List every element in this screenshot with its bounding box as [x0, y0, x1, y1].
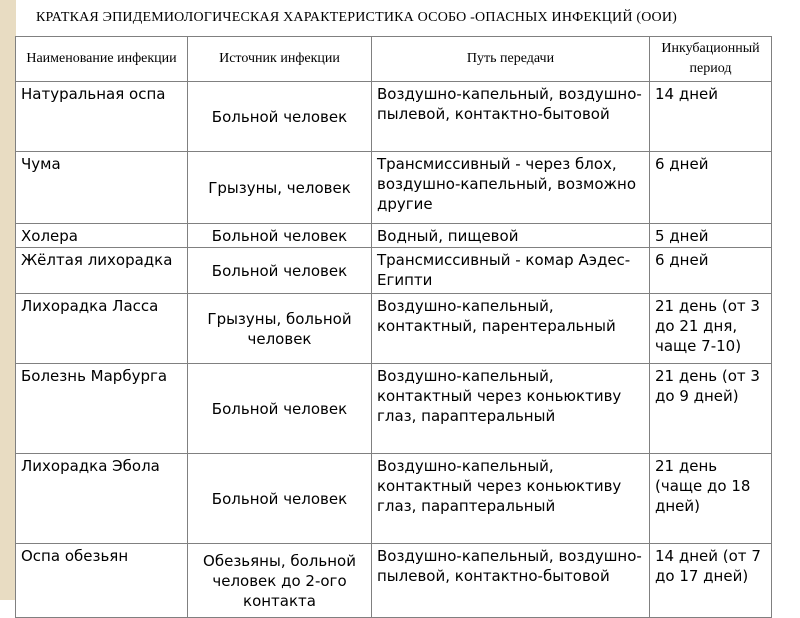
cell-source: Больной человек	[188, 224, 372, 248]
cell-name: Лихорадка Эбола	[16, 454, 188, 544]
cell-source: Грызуны, больной человек	[188, 294, 372, 364]
table-header-row	[16, 37, 772, 82]
cell-name: Жёлтая лихорадка	[16, 248, 188, 294]
left-decorative-strip	[0, 0, 16, 600]
cell-name: Оспа обезьян	[16, 544, 188, 618]
cell-route: Воздушно-капельный, контактный, парентеральный	[372, 294, 650, 364]
page-title: КРАТКАЯ ЭПИДЕМИОЛОГИЧЕСКАЯ ХАРАКТЕРИСТИКА ОСОБО -ОПАСНЫХ ИНФЕКЦИЙ (ООИ)	[36, 10, 677, 25]
cell-route: Водный, пищевой	[372, 224, 650, 248]
cell-route: Воздушно-капельный, воздушно-пылевой, контактно-бытовой	[372, 544, 650, 618]
header-incubation: Инкубационный период	[650, 37, 772, 82]
cell-incubation: 14 дней (от 7 до 17 дней)	[650, 544, 772, 618]
cell-incubation: 5 дней	[650, 224, 772, 248]
table-row	[16, 294, 772, 364]
cell-source: Обезьяны, больной человек до 2-ого контакта	[188, 544, 372, 618]
cell-route: Трансмиссивный - через блох, воздушно-капельный, возможно другие	[372, 152, 650, 224]
header-name: Наименование инфекции	[16, 37, 188, 82]
cell-source: Грызуны, человек	[188, 152, 372, 224]
cell-incubation: 21 день (от 3 до 21 дня, чаще 7-10)	[650, 294, 772, 364]
table-row	[16, 224, 772, 248]
header-source: Источник инфекции	[188, 37, 372, 82]
cell-route: Воздушно-капельный, воздушно-пылевой, контактно-бытовой	[372, 82, 650, 152]
table-row	[16, 152, 772, 224]
cell-source: Больной человек	[188, 454, 372, 544]
table-row	[16, 544, 772, 618]
cell-name: Болезнь Марбурга	[16, 364, 188, 454]
table-row	[16, 454, 772, 544]
cell-incubation: 6 дней	[650, 152, 772, 224]
cell-route: Трансмиссивный - комар Аэдес-Египти	[372, 248, 650, 294]
cell-source: Больной человек	[188, 364, 372, 454]
cell-incubation: 21 день (чаще до 18 дней)	[650, 454, 772, 544]
cell-route: Воздушно-капельный, контактный через коньюктиву глаз, парaптеральный	[372, 364, 650, 454]
cell-incubation: 14 дней	[650, 82, 772, 152]
cell-route: Воздушно-капельный, контактный через коньюктиву глаз, парaптеральный	[372, 454, 650, 544]
cell-source: Больной человек	[188, 248, 372, 294]
cell-incubation: 6 дней	[650, 248, 772, 294]
cell-name: Натуральная оспа	[16, 82, 188, 152]
cell-name: Холера	[16, 224, 188, 248]
table-row	[16, 82, 772, 152]
table-row	[16, 248, 772, 294]
cell-name: Чума	[16, 152, 188, 224]
header-route: Путь передачи	[372, 37, 650, 82]
cell-source: Больной человек	[188, 82, 372, 152]
infections-table	[15, 36, 772, 618]
cell-name: Лихорадка Ласса	[16, 294, 188, 364]
table-row	[16, 364, 772, 454]
cell-incubation: 21 день (от 3 до 9 дней)	[650, 364, 772, 454]
